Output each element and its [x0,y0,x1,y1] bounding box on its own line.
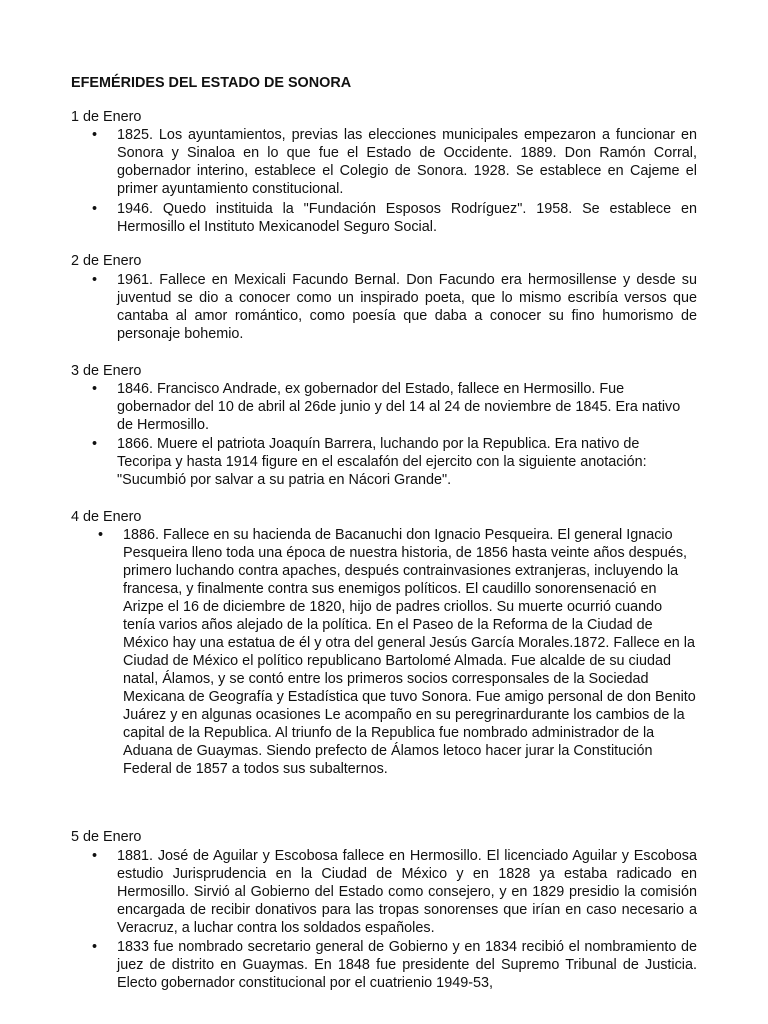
date-heading-5-enero: 5 de Enero [71,829,142,845]
document-title: EFEMÉRIDES DEL ESTADO DE SONORA [71,75,352,91]
date-heading-1-enero: 1 de Enero [71,109,142,125]
list-item: • 1846. Francisco Andrade, ex gobernador del Estado, fallece en Hermosillo. Fue gobernador del 10 de abril al 26de junio y del 14 al 24 de noviembre de 1845. Era nativo de Hermosillo. [117,380,697,434]
date-heading-4-enero: 4 de Enero [71,509,142,525]
date-heading-2-enero: 2 de Enero [71,253,142,269]
date-heading-3-enero: 3 de Enero [71,363,142,379]
list-item: • 1886. Fallece en su hacienda de Bacanuchi don Ignacio Pesqueira. El general Ignacio Pesqueira lleno toda una época de nuestra historia, de 1856 hasta veinte años después, primero luchando contra apaches, después contrainvasiones extranjeras, incluyendo la francesa, y finalmente contra sus enemigos políticos. El caudillo sonorensenació en Arizpe el 16 de diciembre de 1820, hijo de padres criollos. Su muerte ocurrió cuando tenía varios años alejado de la política. En el Paseo de la Reforma de la Ciudad de México hay una estatua de él y otra del general Jesús García Morales.1872. Fallece en la Ciudad de México el político republicano Bartolomé Almada. Fue alcalde de su ciudad natal, Álamos, y se contó entre los primeros socios corresponsales de la Sociedad Mexicana de Geografía y Estadística que tuvo Sonora. Fue amigo personal de don Benito Juárez y en algunas ocasiones Le acompaño en su peregrinardurante los cambios de la capital de la Republica. Al triunfo de la Republica fue nombrado administrador de la Aduana de Guaymas. Siendo prefecto de Álamos letoco hacer jurar la Constitución Federal de 1857 a todos sus subalternos. [123,526,697,778]
list-item: • 1961. Fallece en Mexicali Facundo Bernal. Don Facundo era hermosillense y desde su juventud se dio a conocer como un inspirado poeta, que lo mismo escribía versos que cantaba al amor romántico, como poesía que daba a conocer su fino humorismo de personaje bohemio. [117,271,697,343]
list-item: • 1866. Muere el patriota Joaquín Barrera, luchando por la Republica. Era nativo de Tecoripa y hasta 1914 figure en el escalafón del ejercito con la siguiente anotación: "Sucumbió por salvar a su patria en Nácori Grande". [117,435,697,489]
list-item: • 1881. José de Aguilar y Escobosa fallece en Hermosillo. El licenciado Aguilar y Escobosa estudio Jurisprudencia en la Ciudad de México y en 1828 ya estaba radicado en Hermosillo. Sirvió al Gobierno del Estado como consejero, y en 1829 presidio la comisión encargada de recibir donativos para las tropas sonorenses que irían en caso necesario a Veracruz, a luchar contra los soldados españoles. [117,847,697,937]
list-item: • 1825. Los ayuntamientos, previas las elecciones municipales empezaron a funcionar en Sonora y Sinaloa en lo que fue el Estado de Occidente. 1889. Don Ramón Corral, gobernador interino, establece el Colegio de Sonora. 1928. Se establece en Cajeme el primer ayuntamiento constitucional. [117,126,697,198]
list-item: • 1833 fue nombrado secretario general de Gobierno y en 1834 recibió el nombramiento de juez de distrito en Guaymas. En 1848 fue presidente del Supremo Tribunal de Justicia. Electo gobernador constitucional por el cuatrienio 1949-53, [117,938,697,992]
list-item: • 1946. Quedo instituida la "Fundación Esposos Rodríguez". 1958. Se establece en Hermosillo el Instituto Mexicanodel Seguro Social. [117,200,697,236]
